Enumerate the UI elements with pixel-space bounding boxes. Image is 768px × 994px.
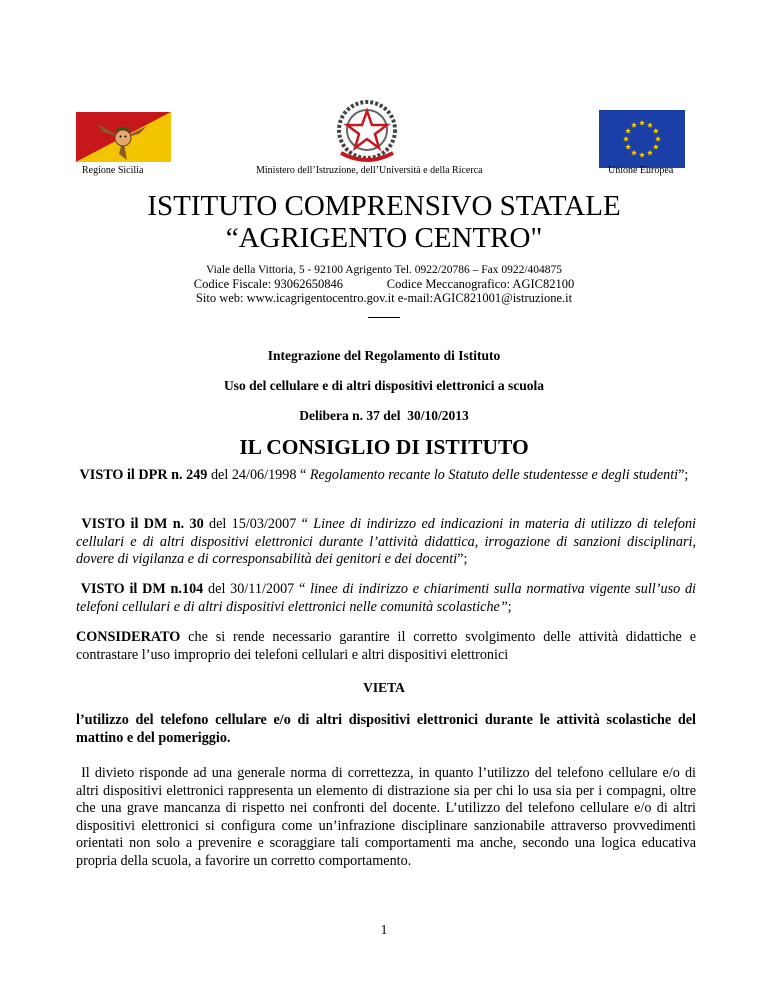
eu-star-icon xyxy=(653,144,659,150)
page-number: 1 xyxy=(380,922,388,937)
p2-bold: VISTO il DM n. 30 xyxy=(81,516,204,532)
p1-italic: Regolamento recante lo Statuto delle studentesse e degli studenti xyxy=(309,467,679,483)
council-title: IL CONSIGLIO DI ISTITUTO xyxy=(239,435,529,459)
p1-bold: VISTO il DPR n. 249 xyxy=(79,467,208,483)
school-address: Viale della Vittoria, 5 - 92100 Agrigento Tel. 0922/20786 – Fax 0922/404875 xyxy=(205,264,563,276)
eu-star-icon xyxy=(625,144,631,150)
p2-text: del 15/03/2007 “ xyxy=(203,516,314,532)
p6-text: Il divieto risponde ad una generale norma di correttezza, in quanto l’utilizzo del telefono cellulare e/o di altri dispositivi elettronici rappresenta un elemento di distrazione sia per chi lo usa sia per i compagni, oltre che una grave mancanza di rispetto nei confronti del docente. L’utilizzo del telefono cellulare e/o di altri dispositivi elettronici si configura come un’infrazione disciplinare sanzionabile attraverso provvedimenti orientati non solo a prevenire e scoraggiare tali comportamenti ma anche, secondo una logica educativa propria della scuola, a favorire un corretto comportamento. xyxy=(76,765,697,869)
eu-star-icon xyxy=(653,128,659,134)
p4-bold: CONSIDERATO xyxy=(76,629,181,645)
p3-text: del 30/11/2007 “ xyxy=(203,581,311,597)
p1-end: ”; xyxy=(678,467,689,483)
eu-star-icon xyxy=(647,150,653,156)
caption-eu: Unione Europea xyxy=(608,165,674,176)
eu-star-icon xyxy=(623,136,629,142)
caption-ministero: Ministero dell’Istruzione, dell’Università e della Ricerca xyxy=(256,165,483,176)
eu-flag-logo xyxy=(599,110,685,168)
p2-italic: Linee di indirizzo ed indicazioni in materia di utilizzo di telefoni cellulari e di altri dispositivi elettronici durante l’attività didattica, irrogazione di sanzioni disciplinari, dovere di vigilanza e di corresponsabilità dei genitori e dei docenti xyxy=(76,516,696,567)
eu-star-icon xyxy=(655,136,661,142)
p2-end: ”; xyxy=(457,551,468,567)
sicily-flag-logo xyxy=(76,112,171,162)
heading-delibera: Delibera n. 37 del 30/10/2013 xyxy=(299,408,469,423)
eu-star-icon xyxy=(625,128,631,134)
school-codes: Codice Fiscale: 93062650846 Codice Meccanografico: AGIC82100 xyxy=(193,277,575,291)
paragraph-divieto: l’utilizzo del telefono cellulare e/o di altri dispositivi elettronici durante le attività scolastiche del mattino e del pomeriggio. xyxy=(76,712,696,746)
paragraph-visto-dm30 xyxy=(76,516,696,569)
p1-text: del 24/06/1998 “ xyxy=(207,467,310,483)
eu-star-icon xyxy=(639,120,645,126)
heading-vieta: VIETA xyxy=(363,680,405,695)
paragraph-visto-dpr xyxy=(76,467,696,485)
school-web: Sito web: www.icagrigentocentro.gov.it e-mail:AGIC821001@istruzione.it xyxy=(195,291,573,305)
school-name-line1: ISTITUTO COMPRENSIVO STATALE xyxy=(147,190,621,222)
paragraph-motivazione xyxy=(76,765,696,870)
p4-text: che si rende necessario garantire il corretto svolgimento delle attività didattiche e contrastare l’uso improprio dei telefoni cellulari e altri dispositivi elettronici xyxy=(76,629,696,663)
school-name-line2: “AGRIGENTO CENTRO" xyxy=(225,222,543,254)
p3-bold: VISTO il DM n.104 xyxy=(80,581,204,597)
eu-star-icon xyxy=(631,122,637,128)
paragraph-considerato xyxy=(76,629,696,664)
heading-integrazione: Integrazione del Regolamento di Istituto xyxy=(267,348,501,363)
italian-republic-emblem-logo xyxy=(333,97,401,167)
p3-italic: linee di indirizzo e chiarimenti sulla normativa vigente sull’uso di telefoni cellulari e di altri dispositivi elettronici nelle comunità scolastiche” xyxy=(76,581,696,615)
eu-star-icon xyxy=(639,152,645,158)
paragraph-visto-dm104 xyxy=(76,581,696,616)
eu-star-icon xyxy=(631,150,637,156)
p3-end: ; xyxy=(507,598,512,615)
eu-star-icon xyxy=(647,122,653,128)
divider xyxy=(368,317,400,318)
heading-uso-cellulare: Uso del cellulare e di altri dispositivi elettronici a scuola xyxy=(223,378,545,393)
caption-sicilia: Regione Sicilia xyxy=(82,165,144,176)
